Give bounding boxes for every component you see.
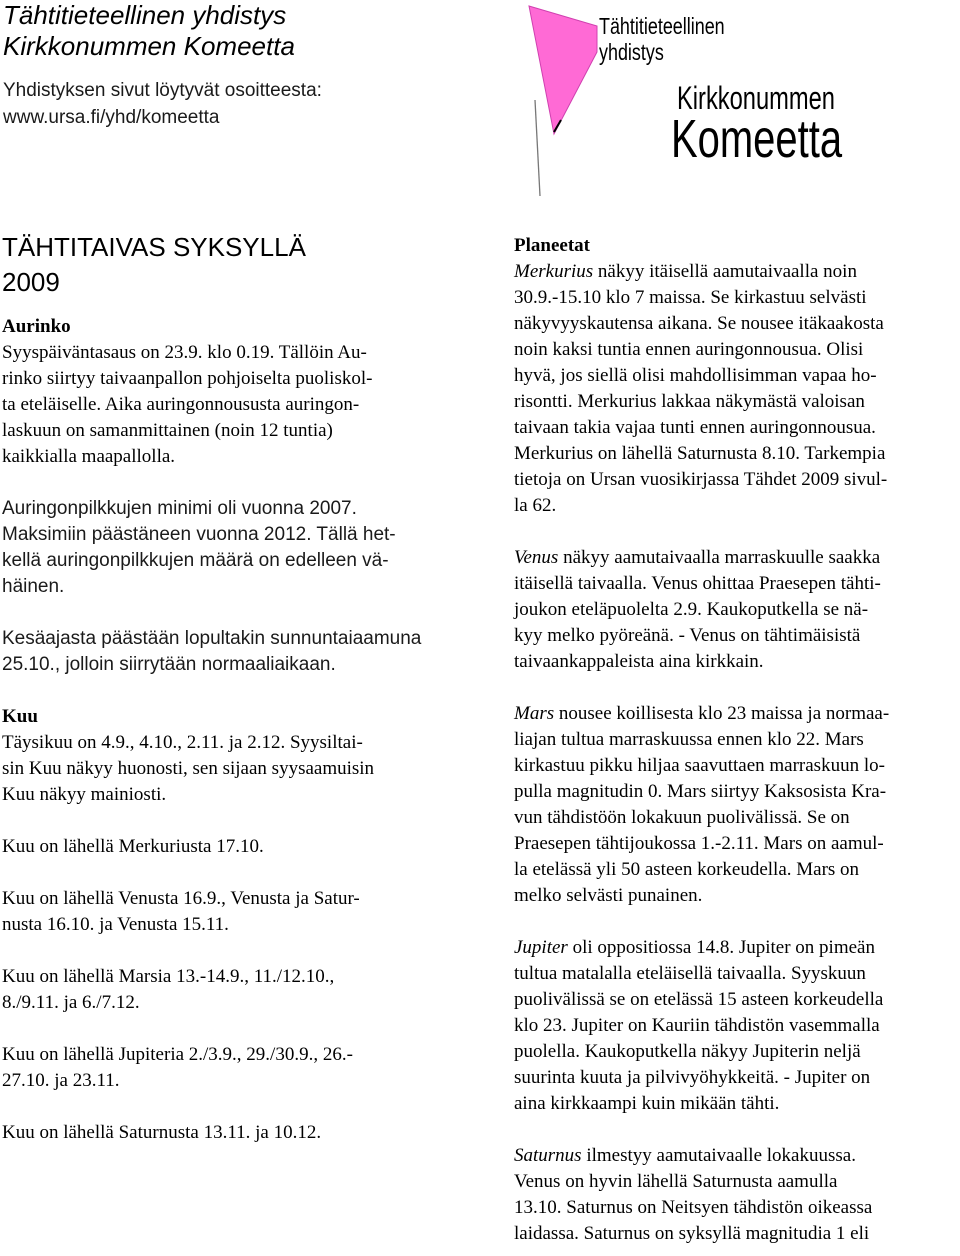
organization-title [3,0,295,62]
org-name-line1: Tähtitieteellinen yhdistys [3,0,287,30]
venus-first-line-text: näkyy aamutaivaalla marraskuulle saakka [558,547,881,568]
sun-section [2,314,472,470]
mercury-first-line [514,259,960,285]
sun-heading: Aurinko [2,316,71,337]
sunspots-line: Maksimiin päästäneen vuonna 2012. Tällä het- [2,524,396,545]
mercury-line: tietoja on Ursan vuosikirjassa Tähdet 2009 sivul- [514,469,888,490]
jupiter-first-line [514,935,960,961]
moon-jupiter-line: Kuu on lähellä Jupiteria 2./3.9., 29./30.9., 26.- [2,1044,353,1065]
sun-line: kaikkialla maapallolla. [2,446,176,467]
logo-text-line2: yhdistys [599,39,664,65]
site-info [3,77,322,131]
venus-line: joukon eteläpuolelta 2.9. Kaukoputkella se nä- [514,599,869,620]
sun-line: laskuun on samanmittainen (noin 12 tuntia) [2,420,333,441]
jupiter-first-line-text: oli oppositiossa 14.8. Jupiter on pimeän [567,937,875,958]
sunspots-paragraph [2,496,472,600]
moon-jupiter-paragraph [2,1042,472,1094]
saturn-line: Venus on hyvin lähellä Saturnusta aamulla [514,1171,838,1192]
mercury-first-line-text: näkyy itäisellä aamutaivaalla noin [593,261,857,282]
mercury-line: noin kaksi tuntia ennen auringonnousua. Olisi [514,339,864,360]
moon-line: Täysikuu on 4.9., 4.10., 2.11. ja 2.12. Syysiltai- [2,732,363,753]
article-title-line1: TÄHTITAIVAS SYKSYLLÄ [2,232,306,262]
sun-line: ta eteläiselle. Aika auringonnoususta auringon- [2,394,360,415]
jupiter-line: aina kirkkaampi kuin mikään tähti. [514,1093,780,1114]
dst-line: Kesäajasta päästään lopultakin sunnuntaiaamuna [2,628,422,649]
moon-line: Kuu näkyy mainiosti. [2,784,167,805]
mars-line: vun tähdistöön lokakuun puolivälissä. Se on [514,807,850,828]
mars-line: pulla magnitudin 0. Mars siirtyy Kaksosista Kra- [514,781,887,802]
mercury-line: 30.9.-15.10 klo 7 maissa. Se kirkastuu selvästi [514,287,867,308]
jupiter-section [514,935,960,1117]
logo-text-line1: Tähtitieteellinen [599,13,725,39]
logo-text-line4: Komeetta [671,109,843,169]
org-name-line2: Kirkkonummen Komeetta [3,31,295,61]
mercury-line: Merkurius on lähellä Saturnusta 8.10. Tarkempia [514,443,886,464]
jupiter-line: klo 23. Jupiter on Kauriin tähdistön vasemmalla [514,1015,880,1036]
moon-mars-paragraph [2,964,472,1016]
mars-line: Praesepen tähtijoukossa 1.-2.11. Mars on aamul- [514,833,884,854]
moon-mars-line: Kuu on lähellä Marsia 13.-14.9., 11./12.10., [2,966,335,987]
dst-line: 25.10., jolloin siirrytään normaaliaikaan. [2,654,336,675]
moon-mars-line: 8./9.11. ja 6./7.12. [2,992,140,1013]
mercury-line: la 62. [514,495,557,516]
sunspots-line: Auringonpilkkujen minimi oli vuonna 2007. [2,498,357,519]
venus-first-line [514,545,960,571]
sun-line: rinko siirtyy taivaanpallon pohjoiselta puoliskol- [2,368,373,389]
saturn-first-line-text: ilmestyy aamutaivaalle lokakuussa. [581,1145,856,1166]
mercury-line: risontti. Merkurius lakkaa näkymästä valoisan [514,391,865,412]
dst-paragraph [2,626,472,678]
sun-line: Syyspäiväntasaus on 23.9. klo 0.19. Tällöin Au- [2,342,367,363]
jupiter-line: suurinta kuuta ja pilvivyöhykkeitä. - Jupiter on [514,1067,871,1088]
mars-section [514,701,960,909]
mars-line: la etelässä yli 50 asteen korkeudella. Mars on [514,859,860,880]
mars-first-line-text: nousee koillisesta klo 23 maissa ja normaa- [554,703,890,724]
moon-venus-paragraph [2,886,472,938]
saturn-name: Saturnus [514,1145,582,1166]
mars-first-line [514,701,960,727]
jupiter-name: Jupiter [514,937,568,958]
jupiter-line: puolivälissä se on etelässä 15 asteen korkeudella [514,989,884,1010]
sunspots-line: kellä auringonpilkkujen määrä on edelleen vä- [2,550,389,571]
saturn-line: laidassa. Saturnus on syksyllä magnitudia 1 eli [514,1223,870,1244]
venus-line: itäisellä taivaalla. Venus ohittaa Praesepen tähti- [514,573,881,594]
site-url-link[interactable]: www.ursa.fi/yhd/komeetta [3,107,220,128]
site-intro-text: Yhdistyksen sivut löytyvät osoitteesta: [3,80,322,101]
moon-mercury-paragraph [2,834,472,860]
mars-line: kirkastuu pikku hiljaa saavuttaen marraskuun lo- [514,755,885,776]
moon-jupiter-line: 27.10. ja 23.11. [2,1070,120,1091]
mars-name: Mars [514,703,555,724]
venus-line: kyy melko pyöreänä. - Venus on tähtimäisistä [514,625,861,646]
moon-section [2,704,472,808]
moon-saturn-paragraph [2,1120,472,1146]
jupiter-line: puolella. Kaukoputkella näkyy Jupiterin neljä [514,1041,861,1062]
venus-name: Venus [514,547,559,568]
moon-venus-line: Kuu on lähellä Venusta 16.9., Venusta ja Satur- [2,888,360,909]
right-column [514,233,960,1247]
mercury-name: Merkurius [514,261,594,282]
mercury-line: taivaan takia vajaa tunti ennen auringonnousua. [514,417,876,438]
planets-heading: Planeetat [514,235,590,256]
mercury-section [514,233,960,519]
left-column [2,230,472,1146]
moon-venus-line: nusta 16.10. ja Venusta 15.11. [2,914,229,935]
saturn-line: 13.10. Saturnus on Neitsyen tähdistön oikeassa [514,1197,873,1218]
moon-heading: Kuu [2,706,38,727]
venus-section [514,545,960,675]
sunspots-line: häinen. [2,576,65,597]
article-title-line2: 2009 [2,267,60,297]
saturn-section [514,1143,960,1247]
moon-mercury-line: Kuu on lähellä Merkuriusta 17.10. [2,836,264,857]
mercury-line: näkyvyyskautensa aikana. Se nousee itäkaakosta [514,313,884,334]
komeetta-logo [527,4,867,196]
article-title [2,230,472,300]
logo-text-line3: Kirkkonummen [677,80,835,116]
saturn-first-line [514,1143,960,1169]
mercury-line: hyvä, jos siellä olisi mahdollisimman vapaa ho- [514,365,877,386]
mars-line: liajan tultua marraskuussa ennen klo 22. Mars [514,729,864,750]
moon-saturn-line: Kuu on lähellä Saturnusta 13.11. ja 10.12. [2,1122,322,1143]
venus-line: taivaankappaleista aina kirkkain. [514,651,764,672]
mars-line: melko selvästi punainen. [514,885,703,906]
jupiter-line: tultua matalalla eteläisellä taivaalla. Syyskuun [514,963,866,984]
moon-line: sin Kuu näkyy huonosti, sen sijaan syysaamuisin [2,758,375,779]
